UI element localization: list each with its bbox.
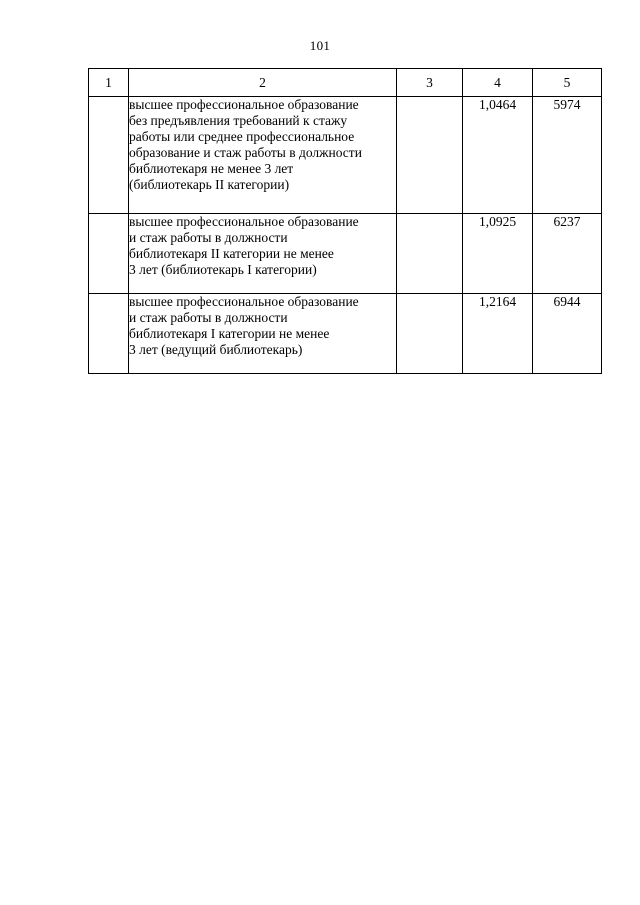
row-3-salary: 6944 xyxy=(533,294,602,374)
row-2-salary: 6237 xyxy=(533,214,602,294)
row-3-coefficient: 1,2164 xyxy=(463,294,533,374)
qualification-table xyxy=(88,68,602,374)
row-2-col-1 xyxy=(89,214,129,294)
header-col-3: 3 xyxy=(397,69,463,97)
row-2-description: высшее профессиональное образование и стаж работы в должности библиотекаря II категории не менее 3 лет (библиотекарь I категории) xyxy=(129,214,397,294)
row-3-col-3 xyxy=(397,294,463,374)
header-col-5: 5 xyxy=(533,69,602,97)
row-3-description: высшее профессиональное образование и стаж работы в должности библиотекаря I категории не менее 3 лет (ведущий библиотекарь) xyxy=(129,294,397,374)
row-2-col-3 xyxy=(397,214,463,294)
header-col-4: 4 xyxy=(463,69,533,97)
table-header-row xyxy=(89,69,602,97)
row-1-description: высшее профессиональное образование без предъявления требований к стажу работы или среднее профессиональное образование и стаж работы в должности библиотекаря не менее 3 лет (библиотекарь II категории) xyxy=(129,97,397,214)
table-body xyxy=(89,97,602,374)
row-1-salary: 5974 xyxy=(533,97,602,214)
table-row xyxy=(89,294,602,374)
row-1-coefficient: 1,0464 xyxy=(463,97,533,214)
row-1-col-1 xyxy=(89,97,129,214)
header-col-2: 2 xyxy=(129,69,397,97)
header-col-1: 1 xyxy=(89,69,129,97)
row-2-coefficient: 1,0925 xyxy=(463,214,533,294)
row-3-col-1 xyxy=(89,294,129,374)
table-row xyxy=(89,214,602,294)
page-number: 101 xyxy=(309,38,331,53)
table-header xyxy=(89,69,602,97)
table-row xyxy=(89,97,602,214)
row-1-col-3 xyxy=(397,97,463,214)
